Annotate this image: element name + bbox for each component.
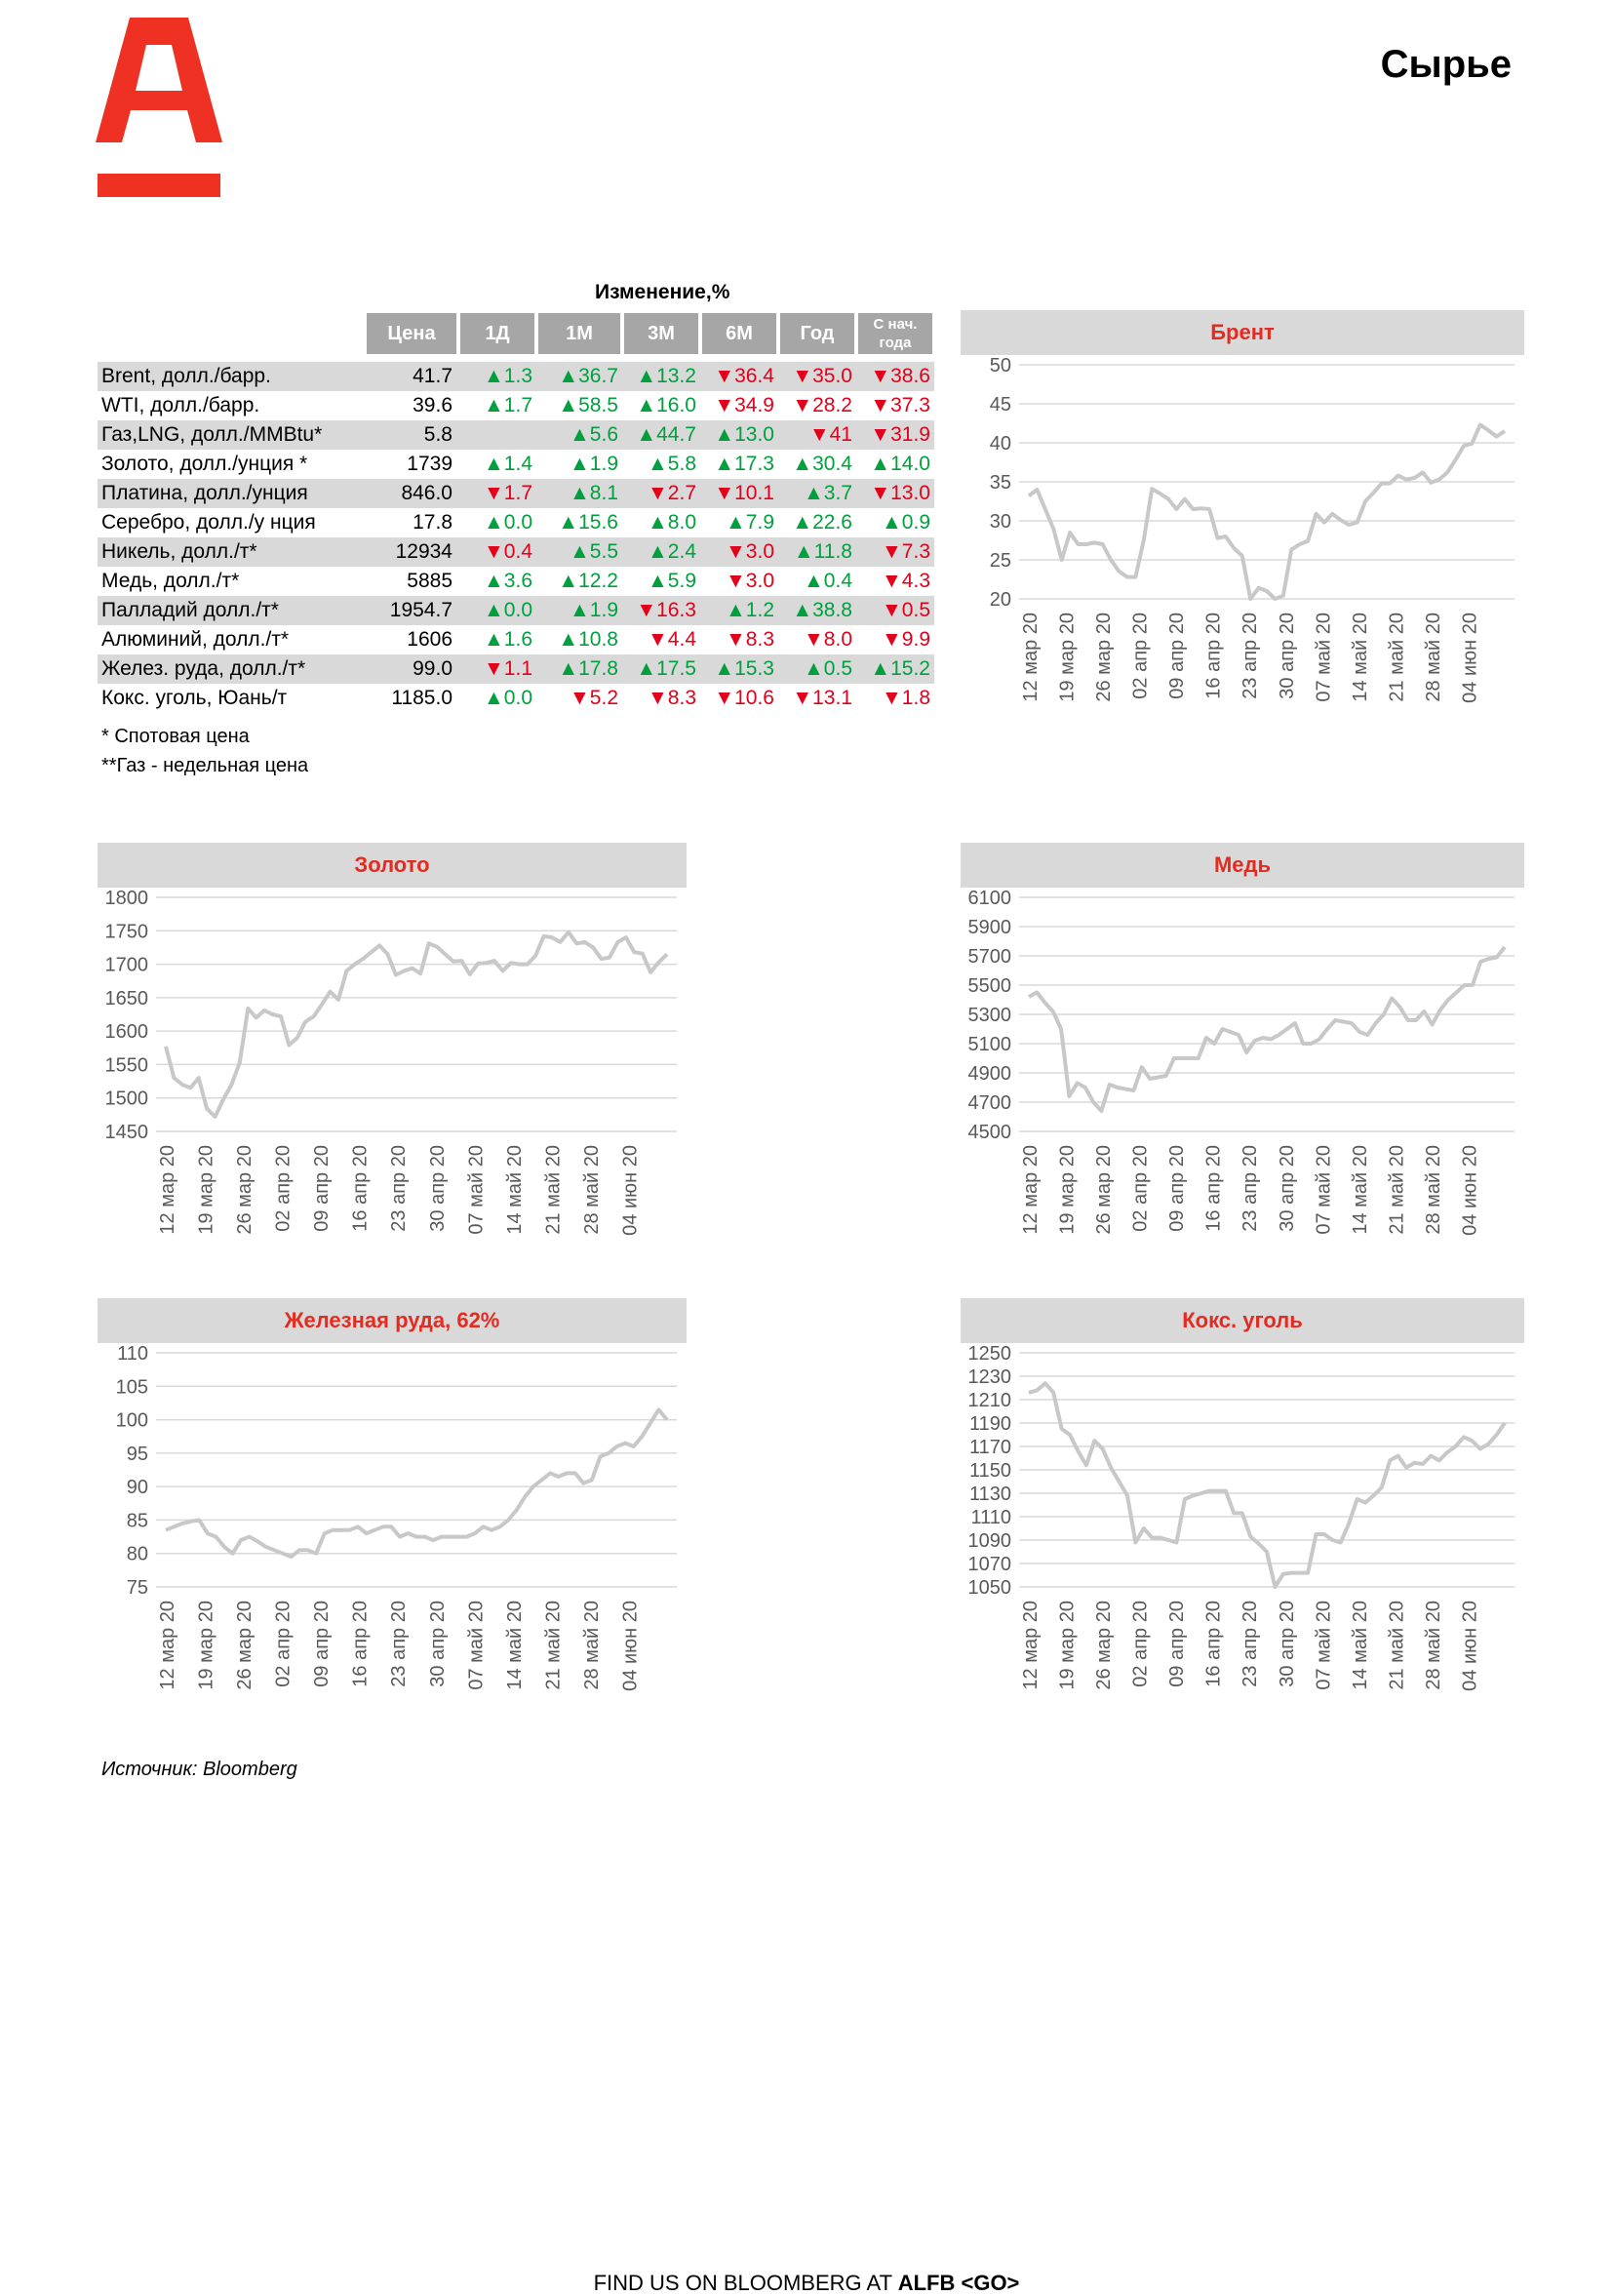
change-m6: ▲13.0 (700, 420, 778, 450)
change-m3: ▼16.3 (622, 596, 700, 625)
price-cell: 5.8 (367, 420, 458, 450)
x-tick-label: 19 мар 20 (195, 1145, 217, 1235)
table-row (98, 508, 934, 537)
change-d1: ▲1.7 (484, 394, 532, 416)
change-y1: ▲22.6 (792, 511, 852, 534)
x-tick-label: 14 май 20 (503, 1145, 526, 1235)
change-d1: ▼1.1 (458, 654, 536, 684)
table-row (98, 537, 934, 567)
y-tick-label: 5500 (967, 975, 1011, 997)
x-tick-label: 26 мар 20 (234, 1145, 256, 1235)
commodity-name: Медь, долл./т* (101, 570, 240, 592)
col-1m: 1М (536, 313, 622, 354)
change-m3: ▲17.5 (622, 654, 700, 684)
brent-chart (961, 310, 1524, 784)
x-tick-label: 09 апр 20 (311, 1145, 334, 1232)
name-header (98, 313, 367, 354)
change-ytd: ▼9.9 (882, 628, 930, 651)
change-d1 (458, 420, 536, 450)
y-tick-label: 1150 (968, 1460, 1011, 1482)
change-m6: ▼10.1 (700, 479, 778, 508)
footnote-spot: * Спотовая цена (101, 726, 250, 747)
commodity-name: Платина, долл./унция (98, 479, 367, 508)
change-m3: ▼2.7 (622, 479, 700, 508)
x-tick-label: 14 май 20 (503, 1601, 526, 1690)
y-tick-label: 25 (989, 550, 1011, 572)
x-tick-label: 16 апр 20 (349, 1145, 372, 1232)
table-row (98, 684, 934, 713)
x-tick-label: 02 апр 20 (1129, 1145, 1152, 1232)
copper-plot (961, 888, 1524, 1317)
y-tick-label: 80 (126, 1543, 148, 1565)
change-ytd: ▼31.9 (856, 420, 934, 450)
x-tick-label: 14 май 20 (1349, 613, 1371, 702)
change-m6: ▼36.4 (700, 362, 778, 391)
y-tick-label: 50 (989, 355, 1011, 376)
y-tick-label: 1800 (104, 888, 148, 909)
iron-ore-plot (98, 1343, 687, 1772)
change-m6: ▼3.0 (700, 537, 778, 567)
table-row (98, 362, 934, 391)
y-tick-label: 4500 (967, 1122, 1011, 1143)
price-cell: 846.0 (367, 479, 458, 508)
chart-title: Медь (961, 843, 1524, 888)
table-row (98, 479, 934, 508)
change-m1: ▲5.5 (536, 537, 622, 567)
y-tick-label: 1500 (104, 1088, 148, 1110)
change-d1: ▲0.0 (458, 596, 536, 625)
x-tick-label: 23 апр 20 (388, 1601, 411, 1687)
x-tick-label: 04 июн 20 (619, 1601, 642, 1691)
change-m1: ▲5.6 (536, 420, 622, 450)
x-tick-label: 30 апр 20 (426, 1145, 449, 1232)
change-m3: ▲44.7 (622, 420, 700, 450)
y-tick-label: 1600 (104, 1021, 148, 1044)
change-m1: ▲8.1 (536, 479, 622, 508)
change-d1: ▲1.6 (484, 628, 532, 651)
change-ytd: ▼1.8 (882, 687, 930, 709)
price-cell: 5885 (407, 570, 452, 592)
series-line (1029, 947, 1505, 1111)
col-ytd: С нач. года (856, 313, 934, 354)
x-tick-label: 02 апр 20 (272, 1601, 295, 1687)
header-gap (98, 354, 934, 362)
price-cell: 99.0 (367, 654, 458, 684)
y-tick-label: 75 (126, 1577, 148, 1599)
y-tick-label: 1750 (104, 921, 148, 943)
col-3m: 3М (622, 313, 700, 354)
change-m3: ▲8.0 (648, 511, 696, 534)
coking-coal-chart (961, 1298, 1524, 1772)
x-tick-label: 21 май 20 (542, 1145, 565, 1235)
change-y1: ▼28.2 (792, 394, 852, 416)
price-cell: 12934 (367, 537, 458, 567)
table-row (98, 654, 934, 684)
x-tick-label: 23 апр 20 (388, 1145, 411, 1232)
source-note: Источник: Bloomberg (101, 1759, 297, 1780)
change-m3: ▼8.3 (648, 687, 696, 709)
y-tick-label: 90 (126, 1477, 148, 1499)
x-tick-label: 07 май 20 (1313, 1601, 1335, 1690)
commodity-name: Палладий долл./т* (98, 596, 367, 625)
change-y1: ▼41 (778, 420, 856, 450)
table-row (98, 391, 934, 420)
gold-plot (98, 888, 687, 1317)
y-tick-label: 110 (117, 1343, 148, 1365)
x-tick-label: 02 апр 20 (1129, 613, 1152, 699)
y-tick-label: 5900 (967, 917, 1011, 938)
commodity-name: Кокс. уголь, Юань/т (101, 687, 288, 709)
commodity-name: WTI, долл./барр. (101, 394, 260, 416)
change-m3: ▲16.0 (636, 394, 696, 416)
x-tick-label: 02 апр 20 (1129, 1601, 1152, 1687)
x-tick-label: 12 мар 20 (157, 1601, 178, 1690)
y-tick-label: 1650 (104, 987, 148, 1009)
change-m1: ▼5.2 (570, 687, 618, 709)
x-tick-label: 30 апр 20 (1276, 1145, 1298, 1232)
change-m1: ▲15.6 (558, 511, 618, 534)
series-line (1029, 1383, 1505, 1587)
y-tick-label: 5700 (967, 946, 1011, 968)
x-tick-label: 16 апр 20 (1202, 1145, 1225, 1232)
change-y1: ▼8.0 (804, 628, 852, 651)
y-tick-label: 1550 (104, 1054, 148, 1077)
x-tick-label: 12 мар 20 (1020, 1145, 1042, 1235)
change-d1: ▼0.4 (458, 537, 536, 567)
x-tick-label: 28 май 20 (1422, 1145, 1444, 1235)
brent-plot (961, 355, 1524, 784)
commodity-name: Алюминий, долл./т* (101, 628, 290, 651)
x-tick-label: 19 мар 20 (1056, 1601, 1079, 1690)
y-tick-label: 1230 (967, 1366, 1011, 1388)
change-y1: ▲30.4 (792, 453, 852, 475)
change-m1: ▲58.5 (558, 394, 618, 416)
change-m6: ▼3.0 (726, 570, 774, 592)
x-tick-label: 12 мар 20 (1020, 1601, 1042, 1690)
change-y1: ▼35.0 (778, 362, 856, 391)
alfa-logo (96, 18, 222, 199)
change-m6: ▼10.6 (714, 687, 774, 709)
change-m6: ▲17.3 (714, 453, 774, 475)
change-ytd: ▼4.3 (882, 570, 930, 592)
x-tick-label: 28 май 20 (1422, 613, 1444, 702)
change-d1: ▼1.7 (458, 479, 536, 508)
change-d1: ▲3.6 (484, 570, 532, 592)
commodity-name: Газ,LNG, долл./MMBtu* (98, 420, 367, 450)
change-m3: ▲13.2 (622, 362, 700, 391)
y-tick-label: 1090 (967, 1530, 1011, 1552)
change-ytd: ▼13.0 (856, 479, 934, 508)
change-m3: ▼4.4 (648, 628, 696, 651)
change-m1: ▲10.8 (558, 628, 618, 651)
y-tick-label: 1110 (970, 1507, 1011, 1528)
change-m6: ▲7.9 (726, 511, 774, 534)
y-tick-label: 40 (989, 433, 1011, 455)
price-cell: 1606 (407, 628, 452, 651)
table-body (98, 362, 934, 713)
x-tick-label: 16 апр 20 (1202, 613, 1225, 699)
commodity-name: Никель, долл./т* (98, 537, 367, 567)
chart-title: Кокс. уголь (961, 1298, 1524, 1343)
y-tick-label: 95 (126, 1443, 148, 1465)
x-tick-label: 04 июн 20 (619, 1145, 642, 1236)
change-ytd: ▼38.6 (856, 362, 934, 391)
x-tick-label: 23 апр 20 (1239, 1601, 1262, 1687)
x-tick-label: 19 мар 20 (1056, 1145, 1079, 1235)
y-tick-label: 1210 (967, 1390, 1011, 1411)
change-y1: ▼13.1 (792, 687, 852, 709)
price-cell: 39.6 (413, 394, 452, 416)
change-m3: ▲5.8 (648, 453, 696, 475)
x-tick-label: 07 май 20 (1313, 1145, 1335, 1235)
y-tick-label: 1170 (968, 1437, 1011, 1458)
x-tick-label: 14 май 20 (1349, 1145, 1371, 1235)
change-y1: ▲3.7 (778, 479, 856, 508)
y-tick-label: 20 (989, 589, 1011, 611)
x-tick-label: 30 апр 20 (1276, 613, 1298, 699)
x-tick-label: 04 июн 20 (1459, 613, 1481, 703)
y-tick-label: 85 (126, 1510, 148, 1532)
coking-coal-plot (961, 1343, 1524, 1772)
footnote-gas: **Газ - недельная цена (101, 755, 309, 776)
price-cell: 17.8 (413, 511, 452, 534)
x-tick-label: 21 май 20 (1386, 613, 1408, 702)
table-row (98, 420, 934, 450)
change-d1: ▲1.4 (484, 453, 532, 475)
chart-title: Железная руда, 62% (98, 1298, 687, 1343)
x-tick-label: 09 апр 20 (311, 1601, 334, 1687)
change-ytd: ▲15.2 (856, 654, 934, 684)
commodity-name: Золото, долл./унция * (101, 453, 308, 475)
x-tick-label: 16 апр 20 (1202, 1601, 1225, 1687)
price-cell: 41.7 (367, 362, 458, 391)
iron-ore-chart (98, 1298, 687, 1772)
commodity-name: Серебро, долл./у нция (101, 511, 316, 534)
change-y1: ▲11.8 (778, 537, 856, 567)
change-m1: ▲12.2 (558, 570, 618, 592)
change-ytd: ▼37.3 (870, 394, 930, 416)
commodity-name: Желез. руда, долл./т* (98, 654, 367, 684)
change-d1: ▲1.3 (458, 362, 536, 391)
y-tick-label: 5300 (967, 1005, 1011, 1026)
x-tick-label: 07 май 20 (1313, 613, 1335, 702)
x-tick-label: 09 апр 20 (1166, 1601, 1189, 1687)
x-tick-label: 14 май 20 (1349, 1601, 1371, 1690)
change-y1: ▲0.4 (804, 570, 852, 592)
y-tick-label: 5100 (967, 1034, 1011, 1055)
x-tick-label: 30 апр 20 (1276, 1601, 1298, 1687)
col-price: Цена (367, 313, 458, 354)
y-tick-label: 1050 (967, 1577, 1011, 1599)
y-tick-label: 1250 (967, 1343, 1011, 1365)
copper-chart (961, 843, 1524, 1317)
footer-text: FIND US ON BLOOMBERG AT (593, 2271, 898, 2295)
footer (0, 2271, 1613, 2296)
change-m6: ▲15.3 (700, 654, 778, 684)
change-y1: ▲38.8 (778, 596, 856, 625)
x-tick-label: 12 мар 20 (157, 1145, 178, 1235)
change-m6: ▲1.2 (700, 596, 778, 625)
x-tick-label: 30 апр 20 (426, 1601, 449, 1687)
x-tick-label: 16 апр 20 (349, 1601, 372, 1687)
change-d1: ▲0.0 (484, 511, 532, 534)
change-m1: ▲36.7 (536, 362, 622, 391)
x-tick-label: 26 мар 20 (1093, 1601, 1116, 1690)
x-tick-label: 04 июн 20 (1459, 1145, 1481, 1236)
x-tick-label: 21 май 20 (1386, 1601, 1408, 1690)
change-ytd: ▼7.3 (856, 537, 934, 567)
y-tick-label: 4900 (967, 1063, 1011, 1085)
y-tick-label: 45 (989, 394, 1011, 416)
x-tick-label: 28 май 20 (580, 1601, 603, 1690)
change-d1: ▲0.0 (484, 687, 532, 709)
table-row (98, 567, 934, 596)
series-line (166, 1409, 667, 1557)
y-tick-label: 1450 (104, 1122, 148, 1143)
x-tick-label: 26 мар 20 (1093, 613, 1116, 702)
col-1d: 1Д (458, 313, 536, 354)
table-row (98, 596, 934, 625)
price-cell: 1954.7 (367, 596, 458, 625)
y-tick-label: 1070 (967, 1554, 1011, 1575)
x-tick-label: 07 май 20 (465, 1601, 488, 1690)
x-tick-label: 19 мар 20 (195, 1601, 217, 1690)
change-m3: ▲5.9 (648, 570, 696, 592)
x-tick-label: 28 май 20 (1422, 1601, 1444, 1690)
x-tick-label: 04 июн 20 (1459, 1601, 1481, 1691)
change-m6: ▼34.9 (714, 394, 774, 416)
price-cell: 1739 (407, 453, 452, 475)
y-tick-label: 35 (989, 472, 1011, 494)
y-tick-label: 1190 (968, 1413, 1011, 1435)
x-tick-label: 23 апр 20 (1239, 613, 1262, 699)
change-ytd: ▼0.5 (856, 596, 934, 625)
change-m3: ▲2.4 (622, 537, 700, 567)
x-tick-label: 12 мар 20 (1020, 613, 1042, 702)
gold-chart (98, 843, 687, 1317)
series-line (166, 932, 667, 1117)
x-tick-label: 23 апр 20 (1239, 1145, 1262, 1232)
footer-code: ALFB <GO> (897, 2271, 1020, 2295)
col-year: Год (778, 313, 856, 354)
change-header: Изменение,% (595, 281, 730, 303)
y-tick-label: 30 (989, 511, 1011, 533)
y-tick-label: 6100 (967, 888, 1011, 909)
series-line (1029, 425, 1505, 599)
y-tick-label: 105 (115, 1376, 148, 1399)
x-tick-label: 19 мар 20 (1056, 613, 1079, 702)
x-tick-label: 26 мар 20 (1093, 1145, 1116, 1235)
y-tick-label: 4700 (967, 1092, 1011, 1114)
x-tick-label: 21 май 20 (1386, 1145, 1408, 1235)
change-m1: ▲1.9 (536, 596, 622, 625)
price-cell: 1185.0 (391, 687, 452, 709)
table-row (98, 450, 934, 479)
x-tick-label: 28 май 20 (580, 1145, 603, 1235)
y-tick-label: 1700 (104, 954, 148, 976)
x-tick-label: 07 май 20 (465, 1145, 488, 1235)
chart-title: Брент (961, 310, 1524, 355)
x-tick-label: 21 май 20 (542, 1601, 565, 1690)
table-row (98, 625, 934, 654)
change-m6: ▼8.3 (726, 628, 774, 651)
change-y1: ▲0.5 (778, 654, 856, 684)
change-ytd: ▲14.0 (870, 453, 930, 475)
commodities-table (98, 313, 936, 713)
chart-title: Золото (98, 843, 687, 888)
x-tick-label: 26 мар 20 (234, 1601, 256, 1690)
x-tick-label: 02 апр 20 (272, 1145, 295, 1232)
change-m1: ▲17.8 (536, 654, 622, 684)
y-tick-label: 100 (115, 1409, 148, 1432)
col-6m: 6М (700, 313, 778, 354)
x-tick-label: 09 апр 20 (1166, 613, 1189, 699)
commodity-name: Brent, долл./барр. (98, 362, 367, 391)
page-title: Сырье (1380, 43, 1512, 86)
change-ytd: ▲0.9 (882, 511, 930, 534)
y-tick-label: 1130 (968, 1484, 1011, 1505)
change-m1: ▲1.9 (570, 453, 618, 475)
x-tick-label: 09 апр 20 (1166, 1145, 1189, 1232)
